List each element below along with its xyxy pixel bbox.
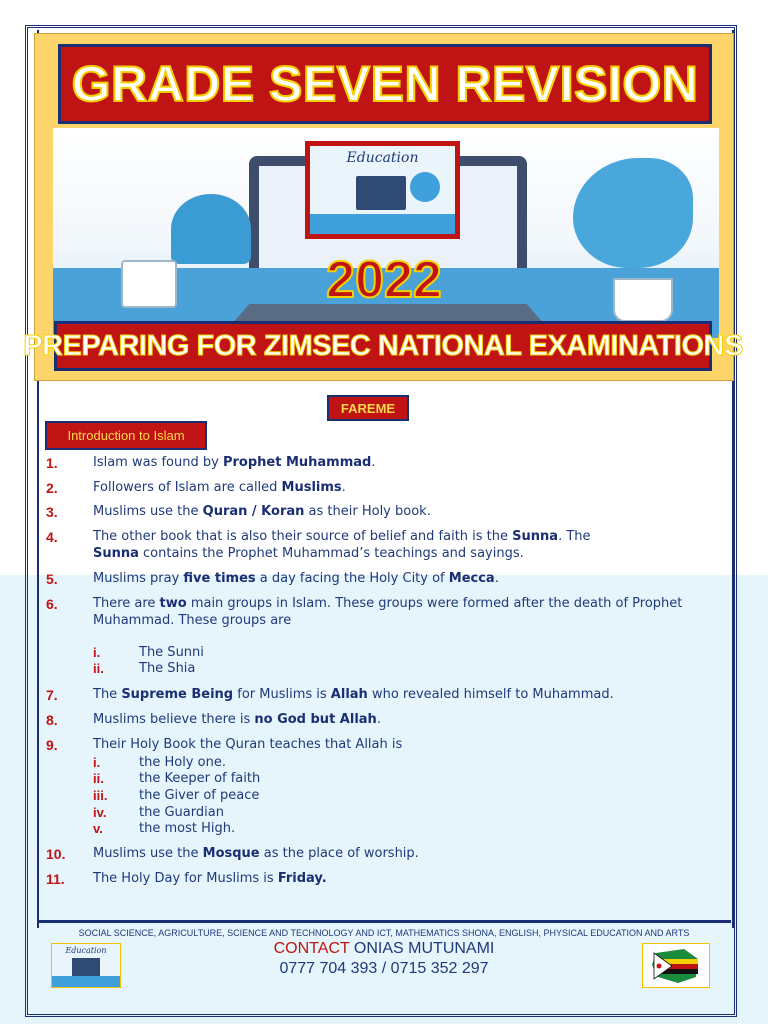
item-text: Their Holy Book the Quran teaches that Allah is [93, 737, 403, 752]
item-text: There are [93, 596, 160, 611]
roman-numeral: iv. [93, 805, 107, 820]
topic-heading: Introduction to Islam [45, 421, 207, 450]
item-text: The [93, 687, 122, 702]
leaf-icon [410, 172, 440, 202]
footer-education-logo [51, 943, 121, 988]
potted-plant-icon [171, 194, 251, 264]
contact-name: ONIAS MUTUNAMI [349, 940, 495, 957]
footer-logo-text: Education [65, 946, 107, 955]
title-banner [58, 44, 712, 124]
item-bold: Sunna [512, 529, 559, 544]
sub-item-text: the Giver of peace [139, 788, 260, 803]
footer-subjects: SOCIAL SCIENCE, AGRICULTURE, SCIENCE AND TECHNOLOGY AND ICT, MATHEMATICS SHONA, ENGLISH, PHYSICAL EDUCATION AND ARTS [78, 928, 690, 938]
zimbabwe-flag-icon [648, 947, 704, 985]
pencil-cup-icon [613, 278, 673, 322]
item-text: . [376, 712, 381, 727]
item-bold: Mecca [448, 571, 495, 586]
item-bold: Supreme Being [121, 687, 234, 702]
roman-numeral: i. [93, 645, 101, 660]
item-bold: Friday. [277, 871, 327, 886]
subtitle-banner [23, 321, 743, 371]
item-number: 8. [46, 712, 58, 728]
item-bold: Quran / Koran [202, 504, 305, 519]
item-bold: Muslims [281, 480, 342, 495]
item-text: main groups in Islam. These groups were formed after the death of Prophet Muhammad. These groups are [93, 596, 683, 628]
item-text: contains the Prophet Muhammad’s teachings and sayings. [138, 545, 524, 561]
sub-item-text: The Sunni [139, 645, 204, 660]
item-bold: Prophet Muhammad [222, 455, 372, 470]
roman-numeral: iii. [93, 788, 108, 803]
contact-label: CONTACT [273, 940, 350, 957]
item-bold: five times [183, 571, 256, 586]
sub-item-text: the Keeper of faith [139, 771, 261, 786]
item-text: Muslims believe there is [93, 712, 255, 727]
item-text: . [371, 455, 376, 470]
education-logo [305, 141, 460, 239]
footer-phone-numbers: 0777 704 393 / 0715 352 297 [279, 960, 489, 977]
item-number: 10. [46, 846, 66, 862]
item-bold: Allah [330, 687, 368, 702]
footer-logo-desk [52, 976, 120, 988]
item-text: Muslims pray [93, 571, 184, 586]
logo-text: Education [346, 150, 419, 166]
mug-icon [121, 260, 177, 308]
item-bold: no God but Allah [254, 712, 377, 727]
roman-numeral: i. [93, 755, 101, 770]
item-text: Muslims use the [93, 504, 203, 519]
roman-numeral: v. [93, 821, 103, 836]
sub-item-text: the Holy one. [139, 755, 226, 770]
item-number: 9. [46, 737, 58, 753]
year-label: 2022 [326, 251, 442, 309]
sub-item-text: The Shia [139, 661, 196, 676]
roman-numeral: ii. [93, 661, 104, 676]
item-text: for Muslims is [233, 687, 331, 702]
author-badge: FAREME [327, 395, 409, 421]
footer-contact [150, 940, 618, 958]
item-text: Followers of Islam are called [93, 480, 282, 495]
item-number: 7. [46, 687, 58, 703]
item-text: a day facing the Holy City of [255, 571, 449, 586]
zimbabwe-map-flag-icon [642, 943, 710, 988]
item-text: . [341, 480, 346, 495]
item-number: 5. [46, 571, 58, 587]
item-text: The other book that is also their source of belief and faith is the [93, 529, 513, 544]
item-text: Muslims use the [93, 846, 203, 861]
item-number: 11. [46, 871, 65, 887]
item-bold: Sunna [93, 545, 139, 561]
item-text: as their Holy book. [304, 504, 431, 519]
sub-item-text: the most High. [139, 821, 236, 836]
item-bold: Mosque [202, 846, 260, 861]
computer-icon [356, 176, 406, 210]
item-number: 2. [46, 480, 58, 496]
item-text: . The [558, 529, 591, 544]
item-number: 4. [46, 529, 58, 545]
footer-divider [37, 920, 731, 923]
roman-numeral: ii. [93, 771, 104, 786]
item-text: Islam was found by [93, 455, 223, 470]
plant-illustration [573, 158, 693, 268]
subtitle: PREPARING FOR ZIMSEC NATIONAL EXAMINATIONS [23, 329, 743, 362]
item-bold: two [159, 596, 187, 611]
item-text: who revealed himself to Muhammad. [367, 687, 614, 702]
item-text: The Holy Day for Muslims is [93, 871, 278, 886]
item-number: 6. [46, 596, 58, 612]
item-text: . [494, 571, 499, 586]
sub-item-text: the Guardian [139, 805, 224, 820]
computer-icon [72, 958, 100, 976]
item-text: as the place of worship. [259, 846, 419, 861]
item-number: 1. [46, 455, 58, 471]
item-number: 3. [46, 504, 58, 520]
logo-desk [310, 214, 455, 234]
page-title: GRADE SEVEN REVISION [71, 56, 699, 112]
